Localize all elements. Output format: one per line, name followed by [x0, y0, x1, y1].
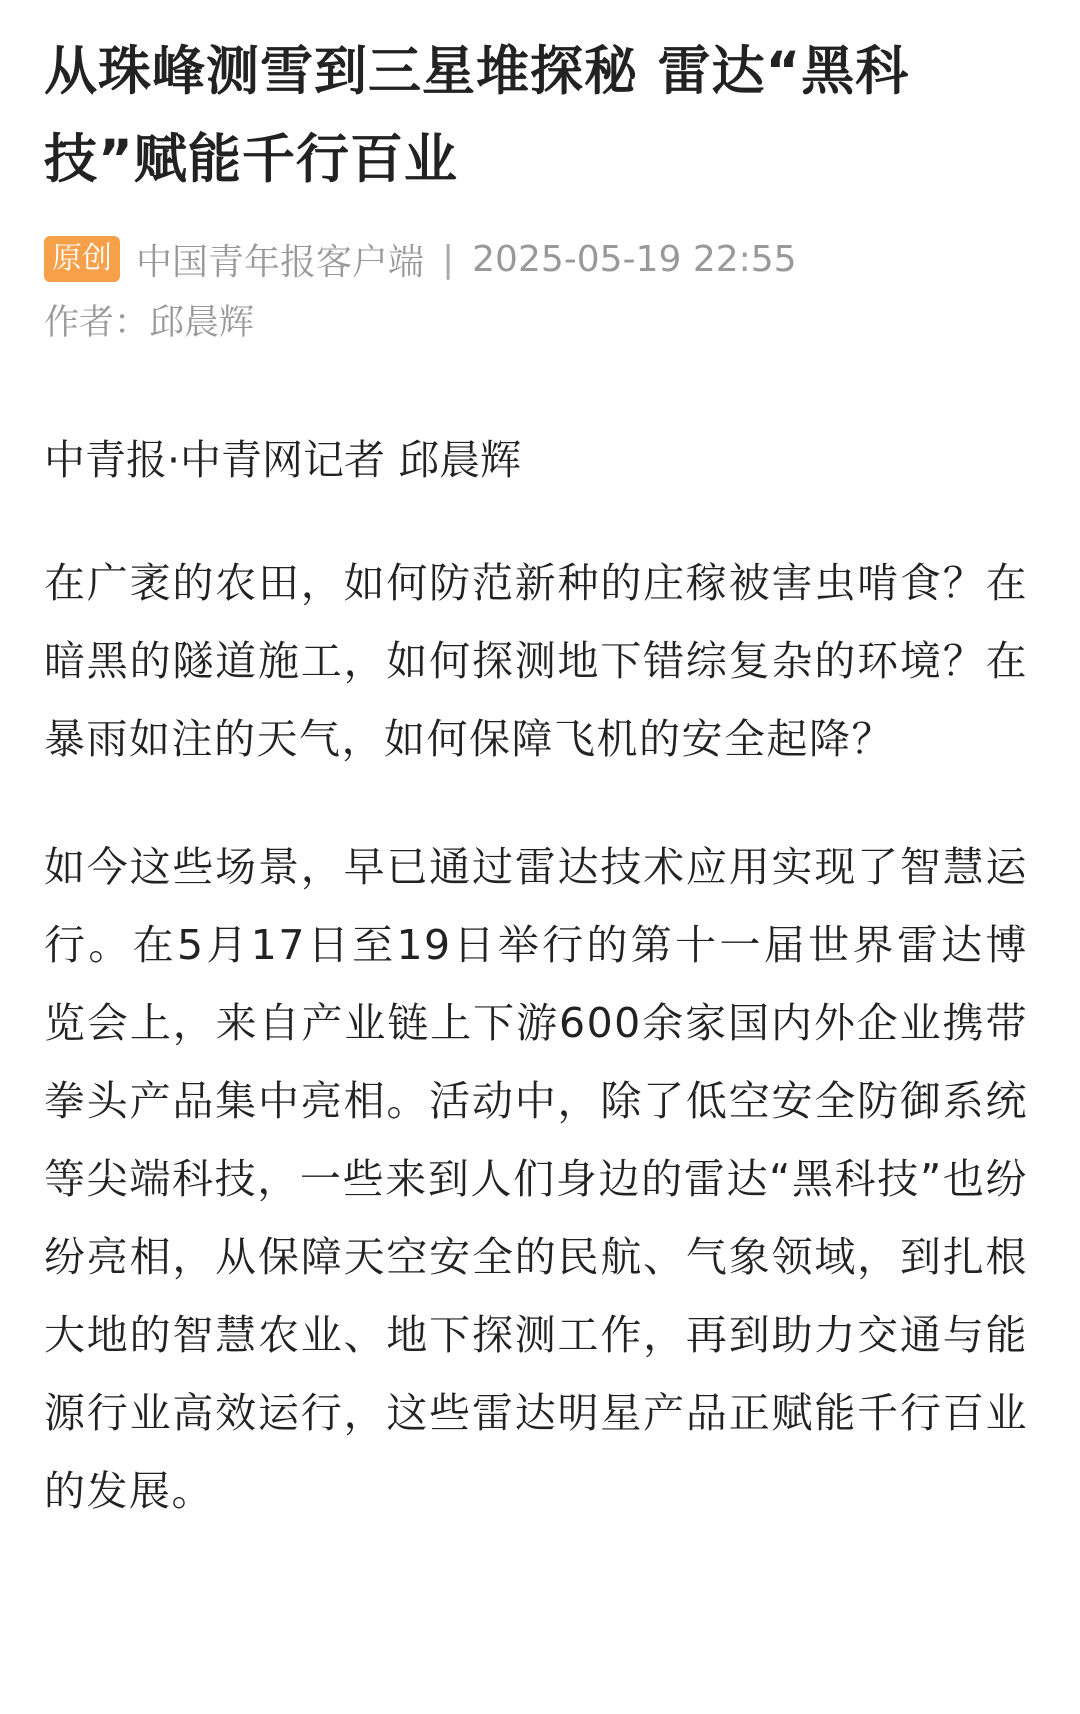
- meta-separator: |: [442, 238, 455, 280]
- reporter-byline: 中青报·中青网记者 邱晨辉: [44, 436, 522, 484]
- source-name[interactable]: 中国青年报客户端: [136, 241, 425, 283]
- article-title: 从珠峰测雪到三星堆探秘 雷达“黑科技”赋能千行百业: [44, 41, 910, 190]
- author-name: 邱晨辉: [149, 303, 255, 343]
- publish-datetime: 2025-05-19 22:55: [472, 238, 797, 280]
- article-paragraph-2: 如今这些场景，早已通过雷达技术应用实现了智慧运行。在5月17日至19日举行的第十一届世界雷达博览会上，来自产业链上下游600余家国内外企业携带拳头产品集中亮相。活动中，除了低空安全防御系统等尖端科技，一些来到人们身边的雷达“黑科技”也纷纷亮相，从保障天空安全的民航、气象领域，到扎根大地的智慧农业、地下探测工作，再到助力交通与能源行业高效运行，这些雷达明星产品正赋能千行百业的发展。: [44, 843, 1028, 1515]
- author-label: 作者：: [44, 303, 150, 343]
- author-row: [44, 298, 1028, 348]
- article-paragraph-1: 在广袤的农田，如何防范新种的庄稼被害虫啃食？在暗黑的隧道施工，如何探测地下错综复杂的环境？在暴雨如注的天气，如何保障飞机的安全起降？: [44, 559, 1028, 763]
- article-meta: [44, 234, 1028, 284]
- original-badge: 原创: [44, 236, 120, 282]
